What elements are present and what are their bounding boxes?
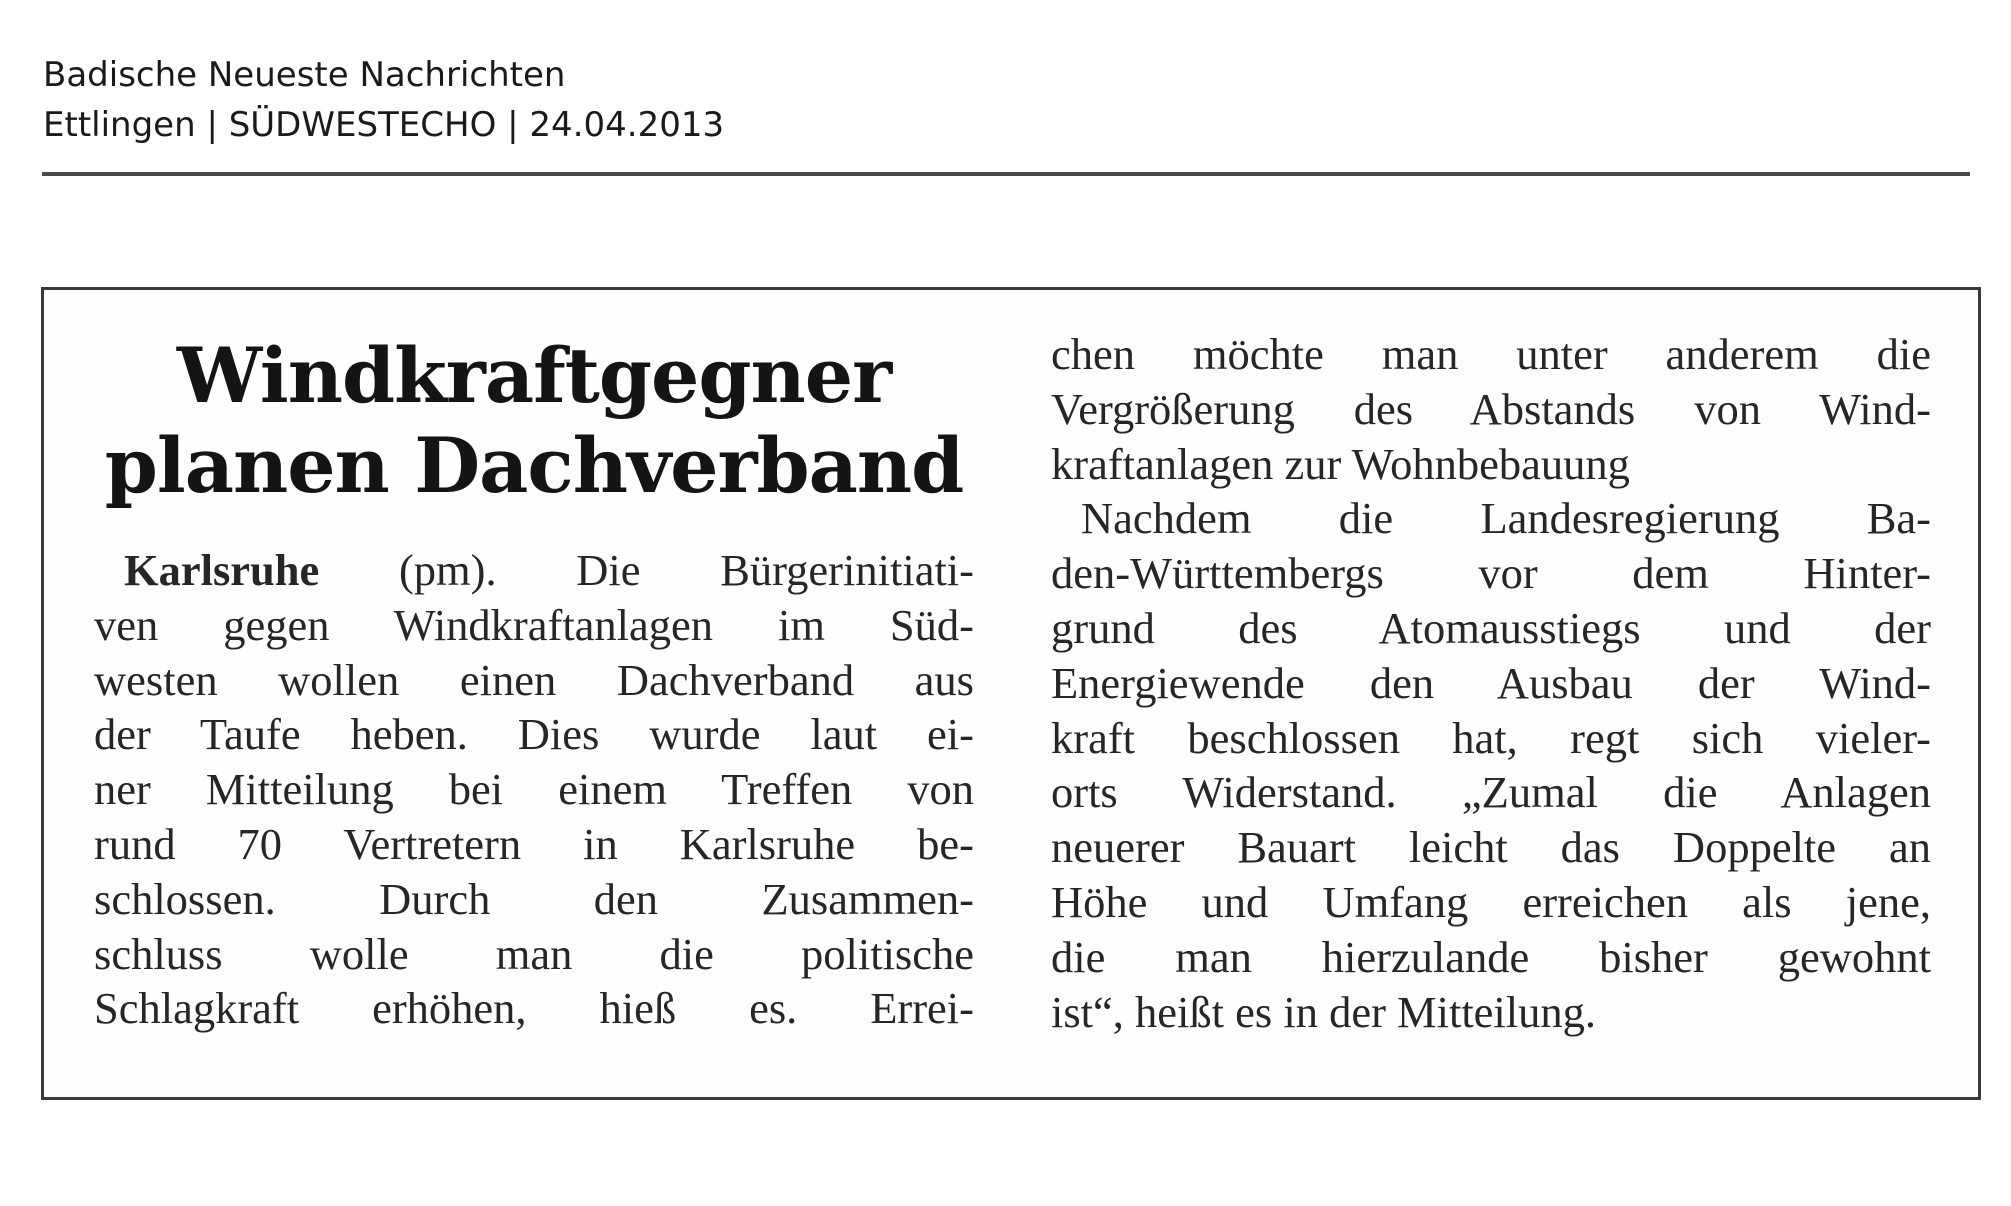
dateline: Karlsruhe (124, 545, 320, 595)
body-line: schluss wolle man die politische (94, 928, 974, 979)
body-line: den-Württembergs vor dem Hinter- (1051, 548, 1931, 599)
body-line: Schlagkraft erhöhen, hieß es. Errei- (94, 983, 974, 1034)
body-line: Höhe und Umfang erreichen als jene, (1051, 876, 1931, 927)
body-line: ven gegen Windkraftanlagen im Süd- (94, 599, 974, 650)
body-line: neuerer Bauart leicht das Doppelte an (1051, 822, 1931, 873)
body-line: westen wollen einen Dachverband aus (94, 654, 974, 705)
publication-name: Badische Neueste Nachrichten (43, 55, 566, 95)
body-line: der Taufe heben. Dies wurde laut ei- (94, 709, 974, 760)
body-line: Energiewende den Ausbau der Wind- (1051, 657, 1931, 708)
body-line: ist“, heißt es in der Mitteilung. (1051, 986, 1597, 1037)
header-divider (42, 172, 1970, 176)
body-line: ner Mitteilung bei einem Treffen von (94, 764, 974, 815)
body-line: schlossen. Durch den Zusammen- (94, 873, 974, 924)
body-line: Vergrößerung des Abstands von Wind- (1051, 383, 1931, 434)
body-line: kraftanlagen zur Wohnbebauung (1051, 438, 1630, 489)
body-line: chen möchte man unter anderem die (1051, 329, 1931, 379)
headline-line-2: planen Dachverband (104, 421, 964, 510)
article-clipping (41, 287, 1981, 1100)
edition-date-line: Ettlingen | SÜDWESTECHO | 24.04.2013 (43, 105, 725, 145)
article-headline (94, 331, 974, 511)
body-line: Karlsruhe (pm). Die Bürgerinitiati- (124, 545, 974, 595)
article-column-right (1051, 290, 1931, 1039)
article-body-right (1051, 327, 1931, 1039)
article-column-left (94, 290, 974, 1036)
body-line: kraft beschlossen hat, regt sich vieler- (1051, 712, 1931, 763)
body-line: orts Widerstand. „Zumal die Anlagen (1051, 767, 1931, 818)
headline-line-1: Windkraftgegner (176, 331, 892, 420)
body-line: die man hierzulande bisher gewohnt (1051, 931, 1931, 982)
body-line: Nachdem die Landesregierung Ba- (1081, 493, 1931, 544)
document-header (43, 50, 724, 150)
body-line: grund des Atomausstiegs und der (1051, 602, 1931, 653)
body-line: rund 70 Vertretern in Karlsruhe be- (94, 818, 974, 869)
article-body-left (94, 543, 974, 1036)
